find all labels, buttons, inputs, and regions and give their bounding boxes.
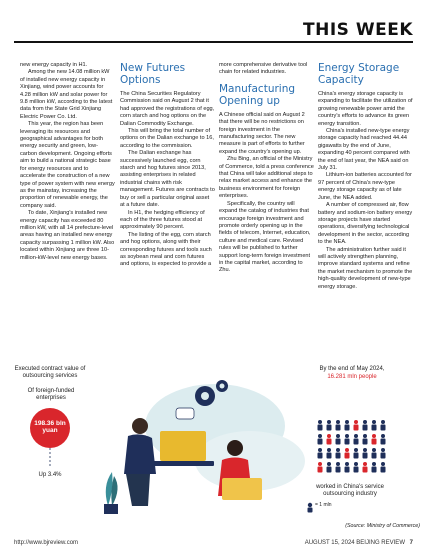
col1-p1: new energy capacity in H1. [20,62,88,68]
section-tag: THIS WEEK [303,20,413,40]
column-2 [120,62,215,269]
person-pictogram-icon [318,448,323,459]
legend-label: = 1 mln [315,502,332,508]
person-pictogram-icon [381,462,386,473]
col2-p4: In H1, the hedging efficiency of each of the three futures stood at approximately 90 percent. [120,209,205,231]
person-pictogram-icon [354,434,359,445]
col2-p3: The Dalian exchange has successively launched egg, corn starch and hog futures since 2013, assisting enterprises in related industrial chains with risk management. Futures are contracts to buy or sell a particular original asset at a future date. [120,150,215,209]
col2-p1: The China Securities Regulatory Commission said on August 2 that it had approved the registrations of egg, corn starch and hog options on the Dalian Commodity Exchange. [120,91,215,127]
person-head [132,418,148,434]
col4-p4: A number of compressed air, flow battery and sodium-ion battery energy storage projects have started operations, diversifying technological development in the sector, according to the NEA. [318,202,413,246]
person-pictogram-icon [318,434,323,445]
person-pictogram-icon [345,420,350,431]
legend-person-icon [308,503,313,513]
person-pictogram-icon [327,448,332,459]
person-pictogram-icon [381,448,386,459]
col4-p3: Lithium-ion batteries accounted for 97 percent of China's new-type energy storage capacity as of late June, the NEA added. [318,172,412,201]
source-credit: (Source: Ministry of Commerce) [345,523,420,529]
people-count: 16.281 mln people [327,374,377,380]
person-pictogram-icon [363,434,368,445]
col1-p2: Among the new 14.08 million kW of installed new energy capacity in Xinjiang, wind power accounts for 4.28 million kW and solar power for 9.8 million kW, according to the latest data from the State Grid Xinjiang Electric Power Co. Ltd. [20,69,113,120]
person-pictogram-icon [363,420,368,431]
column-1 [20,62,115,262]
person-pictogram-icon [345,448,350,459]
col2-p2: This will bring the total number of options on the Dalian exchange to 16, according to the commission. [120,128,214,149]
person-pictogram-icon [372,448,377,459]
person-pictogram-icon [345,462,350,473]
person-pictogram-icon [372,420,377,431]
outsourcing-infographic [0,356,427,536]
person-pictogram-icon [318,462,323,473]
person-pictogram-icon [381,420,386,431]
col4-p2: China's installed new-type energy storage capacity had reached 44.44 gigawatts by the end of June, expanding 40 percent compared with the end of last year, the NEA said on July 31. [318,128,410,172]
person-body [124,434,156,474]
person-pictogram-icon [327,434,332,445]
person-pictogram-icon [354,448,359,459]
person-pictogram-icon [372,434,377,445]
col3-p1: A Chinese official said on August 2 that there will be no restrictions on foreign investment in the manufacturing sector. The new measure is part of efforts to further expand the country's opening up. [219,111,305,155]
col4-p5: The administration further said it will actively strengthen planning, improve standard systems and refine the market mechanism to promote the high-quality development of new-type energy storage. [318,246,413,290]
person-pictogram-icon [336,448,341,459]
left-caption: Executed contract value of outsourcing services [14,366,86,380]
footer-date-publication: AUGUST 15, 2024 BEIJING REVIEW [304,540,405,546]
infographic-artwork [0,356,427,536]
value-amount: 198.36 bln yuan [34,420,66,435]
col3-p2: Zhu Bing, an official of the Ministry of Commerce, told a press conference that China will take additional steps to relax market access and enhance the business environment for foreign enterprises. [219,156,314,200]
person-pictogram-icon [354,420,359,431]
gear-icon [195,386,215,406]
person-pictogram-icon [327,462,332,473]
people-icon-grid [318,420,386,473]
article-title-storage: Energy Storage Capacity [318,62,400,86]
person-pictogram-icon [336,420,341,431]
person-pictogram-icon [345,434,350,445]
person-pictogram-icon [381,434,386,445]
person-pictogram-icon [318,420,323,431]
laptop-screen [160,431,206,461]
col4-p1: China's energy storage capacity is expanding to facilitate the utilization of growing renewable power amid the country's efforts to advance its green energy transition. [318,91,413,127]
page-number: 7 [409,540,413,546]
col2-p5: The listing of the egg, corn starch and hog options, along with their corresponding futures and tools such as soybean meal and corn futures and options, is expected to provide a [120,231,212,268]
article-title-manufacturing: Manufacturing Opening up [219,82,296,107]
foreign-funded-label: Of foreign-funded enterprises [27,388,75,402]
col1-p4: To date, Xinjiang's installed new energy capacity has exceeded 80 million kW, with all 14 prefecture-level areas having an installed new energy capacity surpassing 1 million kW. Also located within Xinjiang are three 10-million-kW-level new energy bases. [20,210,115,261]
person-pictogram-icon [354,462,359,473]
right-bottom-caption: worked in China's service outsourcing industry [316,484,384,498]
person-pictogram-icon [372,462,377,473]
footer-publication [305,540,413,546]
right-top-caption: By the end of May 2024, [319,366,385,372]
column-4 [318,62,413,291]
person-pictogram-icon [363,462,368,473]
footer-url[interactable]: http://www.bjreview.com [14,540,79,546]
article-title-futures: New Futures Options [120,62,186,86]
col1-p3: This year, the region has been leveraging its resources and geographical advantages for both energy security and green, low-carbon development. Ongoing efforts aim to build a national strategic base for energy resources and to accelerate the construction of a new type of power system with new energy as the mainstay, increasing the proportion of renewable energy, the company said. [20,121,115,209]
col3-p3: Specifically, the country will expand the catalog of industries that encourage foreign investment and promote orderly opening up in the fields of telecom, Internet, education, culture and medical care. Revised rules will be published to further support long-term foreign investment in the capital market, according to Zhu. [219,200,311,274]
person-pictogram-icon [327,420,332,431]
person-pictogram-icon [336,462,341,473]
col3-p0: more comprehensive derivative tool chain for related industries. [219,62,308,76]
gear-icon-small [216,380,228,392]
person-pictogram-icon [336,434,341,445]
person-pictogram-icon [363,448,368,459]
column-3 [219,62,314,275]
header-rule [14,41,413,43]
growth-label: Up 3.4% [38,472,62,478]
